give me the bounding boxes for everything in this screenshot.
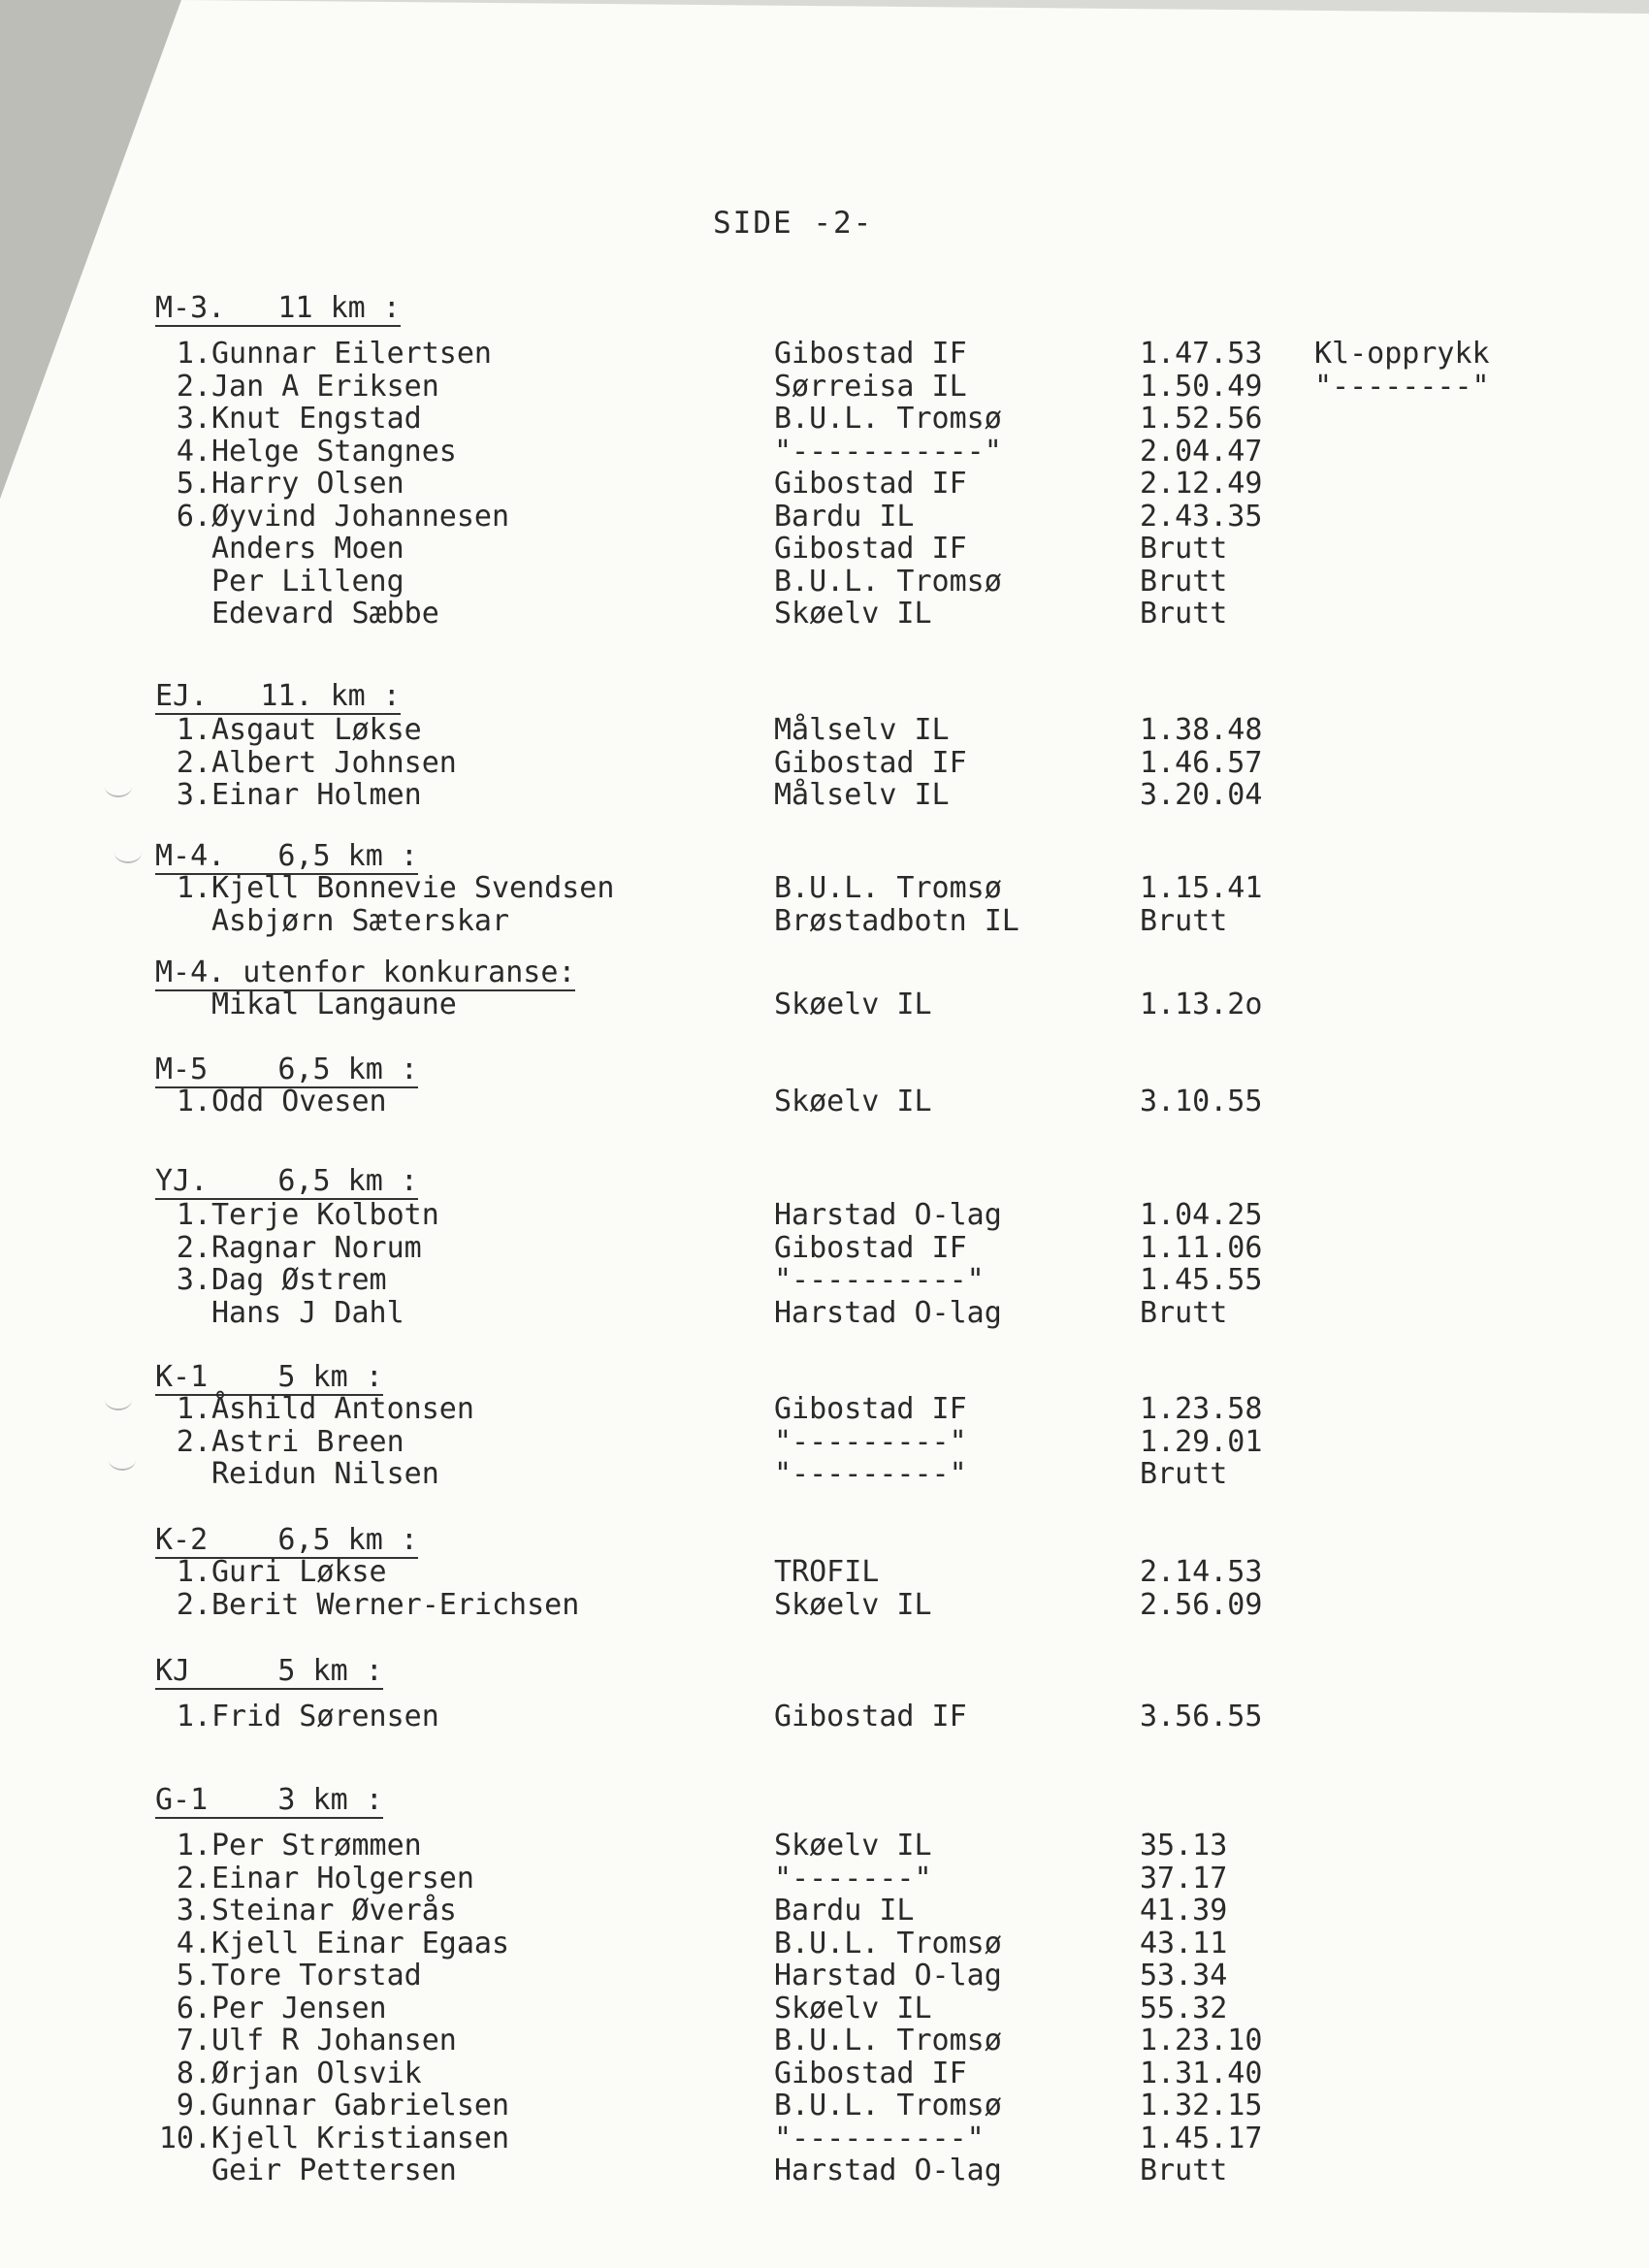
section-heading [155,839,418,873]
result-place: 8. [176,2056,211,2090]
result-row [0,1392,1649,1425]
result-time: 1.11.06 [1140,1230,1263,1265]
result-row [0,597,1649,630]
result-name: Åshild Antonsen [211,1392,474,1426]
result-place: 2. [176,369,211,404]
result-time: Brutt [1140,597,1228,631]
result-name: Knut Engstad [211,402,422,436]
result-name: Helge Stangnes [211,434,457,469]
result-time: 1.45.17 [1140,2121,1263,2155]
result-time: 1.45.55 [1140,1263,1263,1297]
result-note: "--------" [1314,369,1490,404]
result-place: 1. [176,1829,211,1863]
section-heading-text: M-4. utenfor konkuranse: [155,956,576,989]
result-row [0,1457,1649,1490]
result-time: 1.04.25 [1140,1198,1263,1232]
section-heading [155,1053,418,1086]
result-name: Per Strømmen [211,1829,422,1863]
result-name: Gunnar Eilertsen [211,337,492,371]
result-name: Reidun Nilsen [211,1457,439,1491]
result-time: 2.14.53 [1140,1555,1263,1589]
result-time: Brutt [1140,903,1228,938]
result-name: Gunnar Gabrielsen [211,2089,510,2122]
result-time: 3.10.55 [1140,1085,1263,1118]
result-row [0,1198,1649,1231]
result-place: 1. [176,871,211,905]
result-club: Brøstadbotn IL [774,903,1019,938]
result-name: Anders Moen [211,532,404,566]
result-name: Steinar Øverås [211,1894,457,1928]
section-heading-text: G-1 3 km : [155,1783,383,1817]
result-time: 1.47.53 [1140,337,1263,371]
result-row [0,565,1649,598]
result-row [0,1296,1649,1329]
result-time: 37.17 [1140,1861,1228,1895]
result-name: Geir Pettersen [211,2154,457,2187]
result-club: Harstad O-lag [774,1295,1002,1330]
result-row [0,1555,1649,1588]
result-place: 9. [176,2089,211,2122]
result-name: Asbjørn Sæterskar [211,903,510,938]
result-place: 1. [176,337,211,371]
result-place: 4. [176,1926,211,1960]
section-heading-text: K-1 5 km : [155,1360,383,1394]
result-row [0,532,1649,565]
result-time: Brutt [1140,564,1228,599]
result-name: Dag Østrem [211,1263,387,1297]
result-club: Skøelv IL [774,988,932,1021]
result-place: 2. [176,1861,211,1895]
section-heading-text: M-5 6,5 km : [155,1053,418,1086]
section-heading-text: YJ. 6,5 km : [155,1164,418,1198]
result-row [0,337,1649,370]
result-name: Asgaut Løkse [211,713,422,747]
result-time: 35.13 [1140,1829,1228,1863]
result-time: 3.56.55 [1140,1700,1263,1733]
result-time: 3.20.04 [1140,778,1263,812]
result-row [0,1862,1649,1895]
section-heading [155,1783,383,1817]
result-row [0,1588,1649,1621]
result-time: 2.43.35 [1140,499,1263,534]
result-club: Gibostad IF [774,1392,967,1426]
result-club: Bardu IL [774,1894,915,1928]
result-row [0,904,1649,937]
result-club: Harstad O-lag [774,1198,1002,1232]
section-heading [155,1523,418,1557]
result-time: Brutt [1140,1457,1228,1491]
result-name: Ragnar Norum [211,1230,422,1265]
result-place: 3. [176,1263,211,1297]
result-name: Per Jensen [211,1991,387,2025]
result-time: Brutt [1140,1295,1228,1330]
result-club: Gibostad IF [774,1230,967,1265]
result-place: 5. [176,1959,211,1993]
result-row [0,500,1649,533]
result-time: Brutt [1140,532,1228,566]
result-time: 1.46.57 [1140,745,1263,780]
result-row [0,746,1649,779]
result-row [0,2057,1649,2090]
result-name: Edevard Sæbbe [211,597,439,631]
result-name: Terje Kolbotn [211,1198,439,1232]
result-name: Jan A Eriksen [211,369,439,404]
result-row [0,467,1649,500]
result-club: Bardu IL [774,499,915,534]
result-club: B.U.L. Tromsø [774,402,1002,436]
result-row [0,1992,1649,2025]
result-time: 1.52.56 [1140,402,1263,436]
result-club: "----------" [774,1263,985,1297]
result-club: B.U.L. Tromsø [774,2024,1002,2057]
section-heading [155,679,401,713]
result-place: 2. [176,1230,211,1265]
section-heading-text: M-3. 11 km : [155,291,401,325]
result-row [0,1263,1649,1296]
result-place: 1. [176,1198,211,1232]
result-place: 1. [176,1392,211,1426]
result-club: Skøelv IL [774,1587,932,1622]
result-time: 55.32 [1140,1991,1228,2025]
result-place: 1. [176,1085,211,1118]
result-club: Harstad O-lag [774,1959,1002,1993]
result-row [0,871,1649,904]
result-row [0,1927,1649,1960]
result-place: 1. [176,713,211,747]
result-name: Odd Ovesen [211,1085,387,1118]
result-place: 6. [176,499,211,534]
result-club: Gibostad IF [774,1700,967,1733]
result-club: Gibostad IF [774,337,967,371]
result-name: Tore Torstad [211,1959,422,1993]
result-name: Mikal Langaune [211,988,457,1021]
result-row [0,2154,1649,2187]
result-row [0,2122,1649,2155]
result-name: Ørjan Olsvik [211,2056,422,2090]
result-name: Albert Johnsen [211,745,457,780]
result-name: Per Lilleng [211,564,404,599]
result-name: Kjell Bonnevie Svendsen [211,871,615,905]
section-heading [155,1654,383,1688]
result-row [0,713,1649,746]
result-name: Øyvind Johannesen [211,499,510,534]
result-time: Brutt [1140,2154,1228,2187]
result-row [0,435,1649,468]
result-time: 41.39 [1140,1894,1228,1928]
result-row [0,2089,1649,2122]
punch-hole-mark [114,842,142,863]
result-club: Skøelv IL [774,1085,932,1118]
result-name: Hans J Dahl [211,1295,404,1330]
result-club: Gibostad IF [774,2056,967,2090]
result-club: Skøelv IL [774,1829,932,1863]
result-place: 2. [176,1424,211,1459]
result-club: "----------" [774,2121,985,2155]
result-time: 1.29.01 [1140,1424,1263,1459]
result-row [0,1085,1649,1118]
section-heading-text: KJ 5 km : [155,1654,383,1688]
result-row [0,370,1649,403]
result-club: "---------" [774,1457,967,1491]
result-name: Harry Olsen [211,467,404,501]
result-row [0,1425,1649,1458]
result-time: 1.15.41 [1140,871,1263,905]
result-name: Guri Løkse [211,1555,387,1589]
result-row [0,1894,1649,1927]
section-heading [155,1360,383,1394]
section-heading [155,291,401,325]
section-heading [155,956,575,989]
result-club: B.U.L. Tromsø [774,1926,1002,1960]
result-place: 1. [176,1700,211,1733]
result-time: 1.23.58 [1140,1392,1263,1426]
result-club: Sørreisa IL [774,369,967,404]
result-time: 1.38.48 [1140,713,1263,747]
result-place: 3. [176,1894,211,1928]
result-place: 1. [176,1555,211,1589]
result-time: 1.13.2o [1140,988,1263,1021]
result-place: 3. [176,778,211,812]
result-row [0,988,1649,1021]
result-club: Gibostad IF [774,532,967,566]
result-name: Berit Werner-Erichsen [211,1587,580,1622]
result-time: 2.56.09 [1140,1587,1263,1622]
result-name: Ulf R Johansen [211,2024,457,2057]
result-name: Kjell Einar Egaas [211,1926,510,1960]
result-club: Skøelv IL [774,1991,932,2025]
result-place: 7. [176,2024,211,2057]
result-club: Målselv IL [774,778,950,812]
result-place: 4. [176,434,211,469]
result-name: Kjell Kristiansen [211,2121,510,2155]
result-time: 2.04.47 [1140,434,1263,469]
result-row [0,1231,1649,1264]
result-place: 5. [176,467,211,501]
result-club: Målselv IL [774,713,950,747]
result-row [0,402,1649,435]
result-name: Einar Holmen [211,778,422,812]
result-place: 10. [158,2121,211,2155]
result-club: "---------" [774,1424,967,1459]
result-place: 2. [176,745,211,780]
result-time: 1.23.10 [1140,2024,1263,2057]
result-time: 1.31.40 [1140,2056,1263,2090]
section-heading-text: EJ. 11. km : [155,679,401,713]
result-club: B.U.L. Tromsø [774,2089,1002,2122]
result-name: Frid Sørensen [211,1700,439,1733]
result-club: TROFIL [774,1555,880,1589]
result-row [0,1700,1649,1733]
result-row [0,2024,1649,2057]
result-name: Einar Holgersen [211,1861,474,1895]
result-row [0,1959,1649,1992]
result-time: 1.32.15 [1140,2089,1263,2122]
page-title: SIDE -2- [713,206,874,241]
result-place: 6. [176,1991,211,2025]
result-place: 3. [176,402,211,436]
result-row [0,1829,1649,1862]
result-club: B.U.L. Tromsø [774,564,1002,599]
result-row [0,778,1649,811]
result-club: B.U.L. Tromsø [774,871,1002,905]
result-club: Harstad O-lag [774,2154,1002,2187]
section-heading-text: M-4. 6,5 km : [155,839,418,873]
result-club: "-------" [774,1861,932,1895]
result-club: Gibostad IF [774,467,967,501]
result-club: Gibostad IF [774,745,967,780]
result-name: Astri Breen [211,1424,404,1459]
result-time: 2.12.49 [1140,467,1263,501]
result-club: Skøelv IL [774,597,932,631]
result-place: 2. [176,1587,211,1622]
section-heading [155,1164,418,1198]
result-club: "-----------" [774,434,1002,469]
result-time: 53.34 [1140,1959,1228,1993]
result-time: 43.11 [1140,1926,1228,1960]
result-note: Kl-opprykk [1314,337,1490,371]
result-time: 1.50.49 [1140,369,1263,404]
section-heading-text: K-2 6,5 km : [155,1523,418,1557]
